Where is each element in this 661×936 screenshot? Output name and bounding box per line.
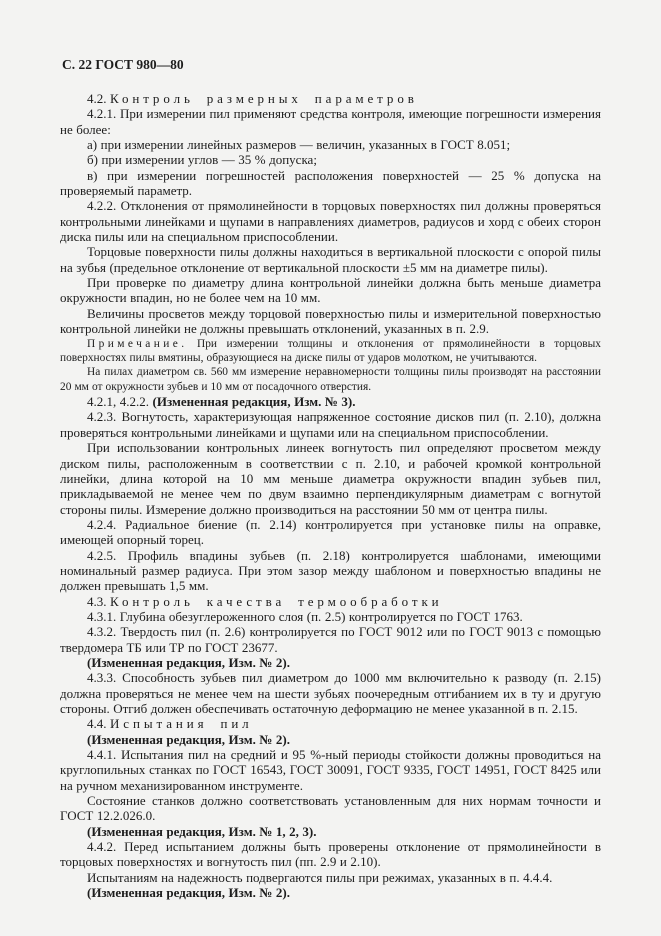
text-run: Испытаниям на надежность подвергаются пилы при режимах, указанных в п. 4.4.4. xyxy=(87,869,553,885)
section-heading-4-3 xyxy=(60,594,601,609)
revision-note-4-4-2 xyxy=(60,885,601,900)
clause-4-3-1 xyxy=(60,609,601,624)
text-run: Состояние станков должно соответствовать установленным для них нормам точности и ГОСТ 12.2.026.0. xyxy=(60,793,601,824)
clause-4-2-2 xyxy=(60,198,601,244)
revision-note-text: (Измененная редакция, Изм. № 2). xyxy=(87,731,290,747)
text-run: а) при измерении линейных размеров — величин, указанных в ГОСТ 8.051; xyxy=(87,137,511,153)
text-run: При использовании контрольных линеек вогнутость пил определяют просветом между диском пилы, расположенным в соответствии с п. 2.10, и рабочей кромкой контрольной линейки, длина которой на 10 мм меньше диаметра окружности впадин зубьев пил, прикладываемой не менее чем по двум взаимно перпендикулярным диаметрам с вогнутой стороны пилы. Измерение должно производиться на расстоянии 50 мм от центра пилы. xyxy=(60,440,601,517)
text-run: На пилах диаметром св. 560 мм измерение неравномерности толщины пилы производят на расстоянии 20 мм от окружности зубьев и 10 мм от посадочного отверстия. xyxy=(60,366,601,393)
text-run: 4.2.3. Вогнутость, характеризующая напряженное состояние дисков пил (п. 2.10), должна проверяться контрольными линейками и щупами или на специальном приспособлении. xyxy=(60,409,601,440)
text-run: 4.4.1. Испытания пил на средний и 95 %-ный периоды стойкости должны проводиться на круглопильных станках по ГОСТ 16543, ГОСТ 30091, ГОСТ 9335, ГОСТ 14951, ГОСТ 8425 или на ручном механизированном инструменте. xyxy=(60,747,601,793)
text-run: 4.2.5. Профиль впадины зубьев (п. 2.18) контролируется шаблонами, имеющими номинальный размер радиуса. При этом зазор между шаблоном и поверхностью впадины не должен превышать 1,5 мм. xyxy=(60,547,601,594)
page-running-header: С. 22 ГОСТ 980—80 xyxy=(62,57,184,72)
clause-4-2-4 xyxy=(60,517,601,548)
clause-4-2-2-para-3 xyxy=(60,275,601,306)
clause-4-2-1-item-v xyxy=(60,168,601,199)
document-body xyxy=(60,91,601,900)
revision-note-4-4-1 xyxy=(60,824,601,839)
clause-4-3-2 xyxy=(60,624,601,655)
text-run: в) при измерении погрешностей расположения поверхностей — 25 % допуска на проверяемый параметр. xyxy=(60,167,601,199)
text-run: 4.2. xyxy=(87,91,111,106)
revision-note-4-2-1-4-2-2 xyxy=(60,394,601,409)
revision-note-4-3-2 xyxy=(60,655,601,670)
clause-4-2-1-item-a xyxy=(60,137,601,152)
revision-note-text: (Измененная редакция, Изм. № 2). xyxy=(87,885,290,901)
spaced-text-run: Испытания пил xyxy=(110,716,253,732)
text-run: 4.2.2. Отклонения от прямолинейности в торцовых поверхностях пил должны проверяться контрольными линейками и щупами в направлениях диаметров, радиусов и хорд с обеих сторон диска пилы или на специальном приспособлении. xyxy=(60,198,601,245)
text-run: При проверке по диаметру длина контрольной линейки должна быть меньше диаметра окружности впадин, но не более чем на 10 мм. xyxy=(60,275,601,306)
spaced-text-run: Контроль качества термообработки xyxy=(110,593,443,609)
text-run: 4.2.1. При измерении пил применяют средства контроля, имеющие погрешности измерения не более: xyxy=(60,106,601,137)
text-run: 4.4.2. Перед испытанием должны быть проверены отклонение от прямолинейности в торцовых поверхностях и вогнутость пил (пп. 2.9 и 2.10). xyxy=(60,839,601,870)
section-heading-4-4 xyxy=(60,716,601,731)
clause-4-2-5 xyxy=(60,548,601,594)
clause-4-2-2-para-2 xyxy=(60,244,601,275)
clause-4-4-2 xyxy=(60,839,601,870)
text-run: 4.3.2. Твердость пил (п. 2.6) контролируется по ГОСТ 9012 или по ГОСТ 9013 с помощью твердомера ТБ или ТР по ГОСТ 23677. xyxy=(60,624,601,655)
clause-4-2-2-para-4 xyxy=(60,306,601,337)
revision-note-text: (Измененная редакция, Изм. № 1, 2, 3). xyxy=(87,823,317,839)
text-run: Торцовые поверхности пилы должны находиться в вертикальной плоскости с опорой пилы на зубья (предельное отклонение от вертикальной плоскости ±5 мм на диаметре пилы). xyxy=(60,244,601,275)
text-run: 4.3. xyxy=(87,593,111,609)
text-run: 4.2.4. Радиальное биение (п. 2.14) контролируется при установке пилы на оправке, имеющей опорный торец. xyxy=(60,516,601,548)
text-run: 4.3.3. Способность зубьев пил диаметром до 1000 мм включительно к разводу (п. 2.15) должна проверяться не менее чем на шести зубьях поочередным отгибанием их в ту и другую стороны. Отгиб должен обеспечивать остаточную деформацию не менее указанной в п. 2.15. xyxy=(60,670,601,716)
text-run: Величины просветов между торцовой поверхностью пилы и измерительной поверхностью контрольной линейки не должны превышать отклонений, указанных в п. 2.9. xyxy=(60,305,601,337)
spaced-text-run: Контроль размерных параметров xyxy=(110,91,418,106)
clause-4-2-3-para-2 xyxy=(60,440,601,517)
revision-note-text: (Измененная редакция, Изм. № 3). xyxy=(152,394,356,410)
text-run: При измерении толщины и отклонения от прямолинейности в торцовых поверхностях пилы вмятины, образующиеся на диске пилы от ударов молотком, не учитываются. xyxy=(60,337,601,364)
section-heading-4-2 xyxy=(60,91,601,106)
note-paragraph-2 xyxy=(60,365,601,394)
revision-note-4-4 xyxy=(60,732,601,747)
clause-4-4-1 xyxy=(60,747,601,793)
text-run: б) при измерении углов — 35 % допуска; xyxy=(87,152,317,168)
text-run: 4.2.1, 4.2.2. xyxy=(87,394,153,410)
clause-4-3-3 xyxy=(60,670,601,716)
clause-4-2-1 xyxy=(60,106,601,137)
clause-4-2-1-item-b xyxy=(60,152,601,167)
text-run: 4.4. xyxy=(87,716,111,732)
clause-4-4-1-para-2 xyxy=(60,793,601,824)
revision-note-text: (Измененная редакция, Изм. № 2). xyxy=(87,654,290,670)
clause-4-2-3 xyxy=(60,409,601,440)
clause-4-4-2-para-2 xyxy=(60,870,601,885)
note-paragraph-1 xyxy=(60,337,601,366)
spaced-text-run: Примечание. xyxy=(87,337,188,350)
text-run: 4.3.1. Глубина обезуглероженного слоя (п. 2.5) контролируется по ГОСТ 1763. xyxy=(87,608,523,624)
